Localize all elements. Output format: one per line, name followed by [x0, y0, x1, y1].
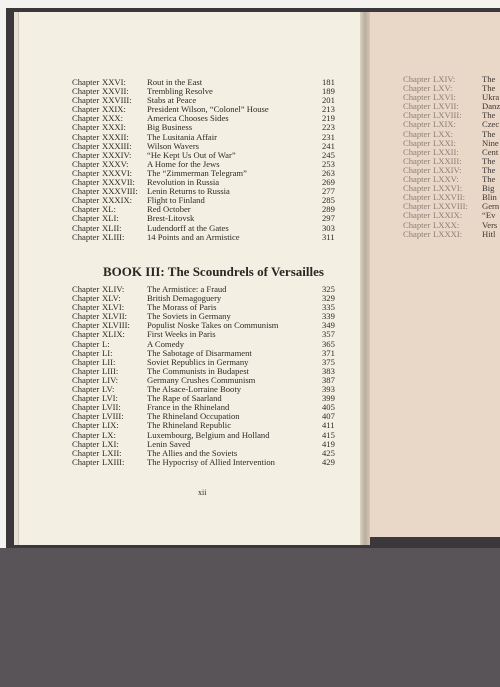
page-number-entry: 245 — [322, 149, 335, 160]
page-number-entry: 219 — [322, 113, 335, 124]
chapter-title: Czec — [482, 119, 500, 130]
chapter-title: British Demagoguery — [147, 293, 222, 304]
chapter-title: The Lusitania Affair — [147, 131, 217, 142]
chapter-label: Chapter — [72, 329, 100, 340]
page-number-entry: 277 — [322, 186, 335, 197]
page-number-entry: 263 — [322, 167, 335, 178]
chapter-title: France in the Rhineland — [147, 402, 230, 413]
chapter-title: The — [482, 155, 496, 166]
chapter-number: LVII: — [102, 402, 121, 413]
chapter-label: Chapter — [403, 164, 431, 175]
chapter-title: Wilson Wavers — [147, 140, 200, 151]
page-number-entry: 387 — [322, 374, 335, 385]
chapter-label: Chapter — [72, 347, 100, 358]
chapter-number: XXIX: — [102, 104, 126, 115]
chapter-number: LXVIII: — [433, 110, 462, 121]
chapter-number: LXXXI: — [433, 228, 463, 239]
chapter-number: LII: — [102, 356, 116, 367]
chapter-number: LXXIV: — [433, 164, 462, 175]
chapter-label: Chapter — [72, 231, 100, 242]
chapter-number: LXXI: — [433, 137, 456, 148]
chapter-title: Germany Crushes Communism — [147, 374, 256, 385]
page-number-entry: 365 — [322, 338, 335, 349]
page-number-entry: 375 — [322, 356, 335, 367]
chapter-number: XLVIII: — [102, 320, 130, 331]
page-number-entry: 407 — [322, 411, 335, 422]
chapter-label: Chapter — [403, 219, 431, 230]
chapter-number: LI: — [102, 347, 113, 358]
chapter-number: LXXVI: — [433, 183, 463, 194]
chapter-number: LXVI: — [433, 92, 456, 103]
chapter-label: Chapter — [72, 213, 100, 224]
contents-list-part2 — [72, 285, 337, 467]
toc-entry — [403, 230, 500, 239]
chapter-number: XXXV: — [102, 158, 129, 169]
page-number-entry: 311 — [322, 231, 335, 242]
chapter-label: Chapter — [72, 293, 100, 304]
chapter-number: XXXVI: — [102, 167, 133, 178]
chapter-title: The Armistice: a Fraud — [147, 284, 227, 294]
chapter-label: Chapter — [403, 174, 431, 185]
chapter-number: LXI: — [102, 438, 119, 449]
chapter-label: Chapter — [403, 74, 431, 84]
chapter-number: XLV: — [102, 293, 121, 304]
contents-list-part1 — [72, 78, 337, 242]
chapter-title: The “Zimmerman Telegram” — [147, 167, 247, 178]
chapter-label: Chapter — [72, 420, 100, 431]
chapter-title: Trembling Resolve — [147, 86, 213, 97]
chapter-label: Chapter — [403, 110, 431, 121]
chapter-title: Revolution in Russia — [147, 177, 220, 188]
toc-entry — [72, 233, 337, 242]
chapter-title: Vers — [482, 219, 498, 230]
chapter-number: XXXIX: — [102, 195, 133, 206]
chapter-title: A Comedy — [147, 338, 185, 349]
chapter-label: Chapter — [72, 86, 100, 97]
page-number-entry: 411 — [322, 420, 335, 431]
chapter-title: A Home for the Jews — [147, 158, 220, 169]
chapter-number: LXXV: — [433, 174, 459, 185]
chapter-number: LXV: — [433, 83, 453, 94]
chapter-label: Chapter — [403, 119, 431, 130]
chapter-label: Chapter — [72, 374, 100, 385]
page-number-entry: 231 — [322, 131, 335, 142]
chapter-number: XL: — [102, 204, 116, 215]
chapter-label: Chapter — [403, 101, 431, 112]
toc-entry — [72, 330, 337, 339]
book-gutter — [360, 12, 370, 545]
chapter-title: The — [482, 128, 496, 139]
chapter-label: Chapter — [72, 393, 100, 404]
page-number-entry: 189 — [322, 86, 335, 97]
chapter-label: Chapter — [72, 284, 100, 294]
page-number-entry: 223 — [322, 122, 335, 133]
chapter-label: Chapter — [72, 411, 100, 422]
right-page-contents — [403, 75, 500, 239]
chapter-number: LXX: — [433, 128, 454, 139]
chapter-title: Rout in the East — [147, 77, 203, 87]
chapter-number: XLVII: — [102, 311, 127, 322]
chapter-label: Chapter — [403, 228, 431, 239]
chapter-title: Soviet Republics in Germany — [147, 356, 249, 367]
page-number-entry: 213 — [322, 104, 335, 115]
chapter-title: The Hypocrisy of Allied Intervention — [147, 456, 275, 467]
chapter-label: Chapter — [72, 356, 100, 367]
chapter-title: Danz — [482, 101, 500, 112]
chapter-label: Chapter — [72, 338, 100, 349]
toc-entry — [72, 458, 337, 467]
page-number-entry: 383 — [322, 365, 335, 376]
chapter-label: Chapter — [72, 95, 100, 106]
chapter-title: Hitl — [482, 228, 496, 239]
page-number-entry: 425 — [322, 447, 335, 458]
page-number-entry: 405 — [322, 402, 335, 413]
page-number-entry: 393 — [322, 384, 335, 395]
chapter-title: President Wilson, “Colonel” House — [147, 104, 269, 115]
chapter-title: America Chooses Sides — [147, 113, 229, 124]
chapter-number: LXIV: — [433, 74, 456, 84]
chapter-number: XXXVIII: — [102, 186, 138, 197]
page-number-entry: 325 — [322, 284, 335, 294]
page-number-entry: 297 — [322, 213, 335, 224]
chapter-number: LXIX: — [433, 119, 456, 130]
page-number-entry: 329 — [322, 293, 335, 304]
chapter-title: Lenin Returns to Russia — [147, 186, 230, 197]
chapter-label: Chapter — [72, 302, 100, 313]
page-number-entry: 349 — [322, 320, 335, 331]
chapter-title: “He Kept Us Out of War” — [147, 149, 236, 160]
chapter-number: LXXVIII: — [433, 201, 468, 212]
chapter-number: XXVIII: — [102, 95, 132, 106]
chapter-title: The Allies and the Soviets — [147, 447, 238, 458]
chapter-title: Big Business — [147, 122, 193, 133]
chapter-number: LXXIII: — [433, 155, 462, 166]
chapter-number: LIX: — [102, 420, 119, 431]
chapter-title: Brest-Litovsk — [147, 213, 195, 224]
page-number-entry: 357 — [322, 329, 335, 340]
chapter-number: XXX: — [102, 113, 124, 124]
chapter-label: Chapter — [72, 104, 100, 115]
chapter-number: XXXI: — [102, 122, 126, 133]
page-number-entry: 181 — [322, 77, 335, 87]
chapter-label: Chapter — [403, 128, 431, 139]
chapter-number: LXIII: — [102, 456, 125, 467]
chapter-label: Chapter — [72, 456, 100, 467]
chapter-number: XLIV: — [102, 284, 125, 294]
chapter-title: Gern — [482, 201, 500, 212]
chapter-number: LXXVII: — [433, 192, 465, 203]
page-number: xii — [198, 488, 207, 497]
chapter-title: Flight to Finland — [147, 195, 205, 206]
chapter-label: Chapter — [72, 384, 100, 395]
chapter-title: Blin — [482, 192, 497, 203]
chapter-label: Chapter — [403, 83, 431, 94]
tabletop — [0, 548, 500, 687]
chapter-title: Ludendorff at the Gates — [147, 222, 229, 233]
chapter-number: LXXII: — [433, 146, 459, 157]
chapter-number: LX: — [102, 429, 116, 440]
page-edges — [14, 12, 19, 545]
chapter-title: The Communists in Budapest — [147, 365, 249, 376]
chapter-title: The Rhineland Occupation — [147, 411, 240, 422]
chapter-title: Populist Noske Takes on Communism — [147, 320, 279, 331]
chapter-title: The Soviets in Germany — [147, 311, 231, 322]
chapter-number: XXXIV: — [102, 149, 132, 160]
chapter-label: Chapter — [72, 195, 100, 206]
page-number-entry: 285 — [322, 195, 335, 206]
chapter-title: The Morass of Paris — [147, 302, 217, 313]
page-number-entry: 415 — [322, 429, 335, 440]
chapter-label: Chapter — [403, 155, 431, 166]
chapter-label: Chapter — [72, 402, 100, 413]
book-three-heading: BOOK III: The Scoundrels of Versailles — [103, 264, 324, 279]
chapter-number: XXVI: — [102, 77, 126, 87]
page-number-entry: 241 — [322, 140, 335, 151]
chapter-title: Luxembourg, Belgium and Holland — [147, 429, 270, 440]
page-number-entry: 339 — [322, 311, 335, 322]
chapter-title: Ukra — [482, 92, 500, 103]
chapter-number: XLVI: — [102, 302, 125, 313]
chapter-number: XXVII: — [102, 86, 129, 97]
chapter-number: LIV: — [102, 374, 119, 385]
chapter-label: Chapter — [72, 113, 100, 124]
chapter-number: LXXX: — [433, 219, 460, 230]
chapter-title: The — [482, 174, 496, 185]
chapter-title: The Rhineland Republic — [147, 420, 232, 431]
chapter-number: LXXIX: — [433, 210, 463, 221]
page-number-entry: 419 — [322, 438, 335, 449]
page-number-entry: 399 — [322, 393, 335, 404]
chapter-number: XLI: — [102, 213, 119, 224]
chapter-label: Chapter — [403, 183, 431, 194]
chapter-label: Chapter — [403, 210, 431, 221]
chapter-label: Chapter — [72, 429, 100, 440]
chapter-label: Chapter — [72, 438, 100, 449]
chapter-number: LVIII: — [102, 411, 124, 422]
chapter-label: Chapter — [72, 222, 100, 233]
chapter-label: Chapter — [72, 177, 100, 188]
chapter-number: LXII: — [102, 447, 122, 458]
chapter-label: Chapter — [72, 320, 100, 331]
chapter-label: Chapter — [72, 167, 100, 178]
chapter-label: Chapter — [72, 186, 100, 197]
chapter-title: The — [482, 83, 496, 94]
page-number-entry: 289 — [322, 204, 335, 215]
chapter-title: Red October — [147, 204, 191, 215]
chapter-number: XLIX: — [102, 329, 125, 340]
chapter-title: The — [482, 110, 496, 121]
chapter-label: Chapter — [72, 131, 100, 142]
page-number-entry: 201 — [322, 95, 335, 106]
chapter-label: Chapter — [72, 365, 100, 376]
chapter-label: Chapter — [72, 77, 100, 87]
chapter-title: The — [482, 164, 496, 175]
chapter-title: First Weeks in Paris — [147, 329, 216, 340]
chapter-label: Chapter — [72, 140, 100, 151]
chapter-label: Chapter — [403, 146, 431, 157]
chapter-number: XLII: — [102, 222, 122, 233]
chapter-number: XXXIII: — [102, 140, 132, 151]
chapter-number: LIII: — [102, 365, 119, 376]
chapter-title: The Rape of Saarland — [147, 393, 222, 404]
chapter-number: L: — [102, 338, 110, 349]
chapter-number: XLIII: — [102, 231, 125, 242]
page-number-entry: 335 — [322, 302, 335, 313]
chapter-number: XXXVII: — [102, 177, 135, 188]
page-number-entry: 253 — [322, 158, 335, 169]
chapter-title: “Ev — [482, 210, 496, 221]
page-number-entry: 269 — [322, 177, 335, 188]
chapter-title: Nine — [482, 137, 499, 148]
chapter-label: Chapter — [72, 311, 100, 322]
page-number-entry: 303 — [322, 222, 335, 233]
chapter-label: Chapter — [403, 201, 431, 212]
chapter-label: Chapter — [72, 149, 100, 160]
chapter-label: Chapter — [72, 204, 100, 215]
page-number-entry: 371 — [322, 347, 335, 358]
chapter-label: Chapter — [72, 122, 100, 133]
chapter-label: Chapter — [72, 447, 100, 458]
page-number-entry: 429 — [322, 456, 335, 467]
chapter-title: 14 Points and an Armistice — [147, 231, 240, 242]
chapter-title: The Alsace-Lorraine Booty — [147, 384, 242, 395]
chapter-number: LV: — [102, 384, 115, 395]
chapter-title: Stabs at Peace — [147, 95, 197, 106]
chapter-number: XXXII: — [102, 131, 129, 142]
chapter-label: Chapter — [403, 137, 431, 148]
chapter-label: Chapter — [403, 192, 431, 203]
chapter-title: The — [482, 74, 496, 84]
chapter-label: Chapter — [72, 158, 100, 169]
chapter-title: Cent — [482, 146, 499, 157]
chapter-number: LXVII: — [433, 101, 459, 112]
chapter-title: Lenin Saved — [147, 438, 191, 449]
chapter-label: Chapter — [403, 92, 431, 103]
chapter-number: LVI: — [102, 393, 118, 404]
chapter-title: The Sabotage of Disarmament — [147, 347, 252, 358]
chapter-title: Big — [482, 183, 495, 194]
